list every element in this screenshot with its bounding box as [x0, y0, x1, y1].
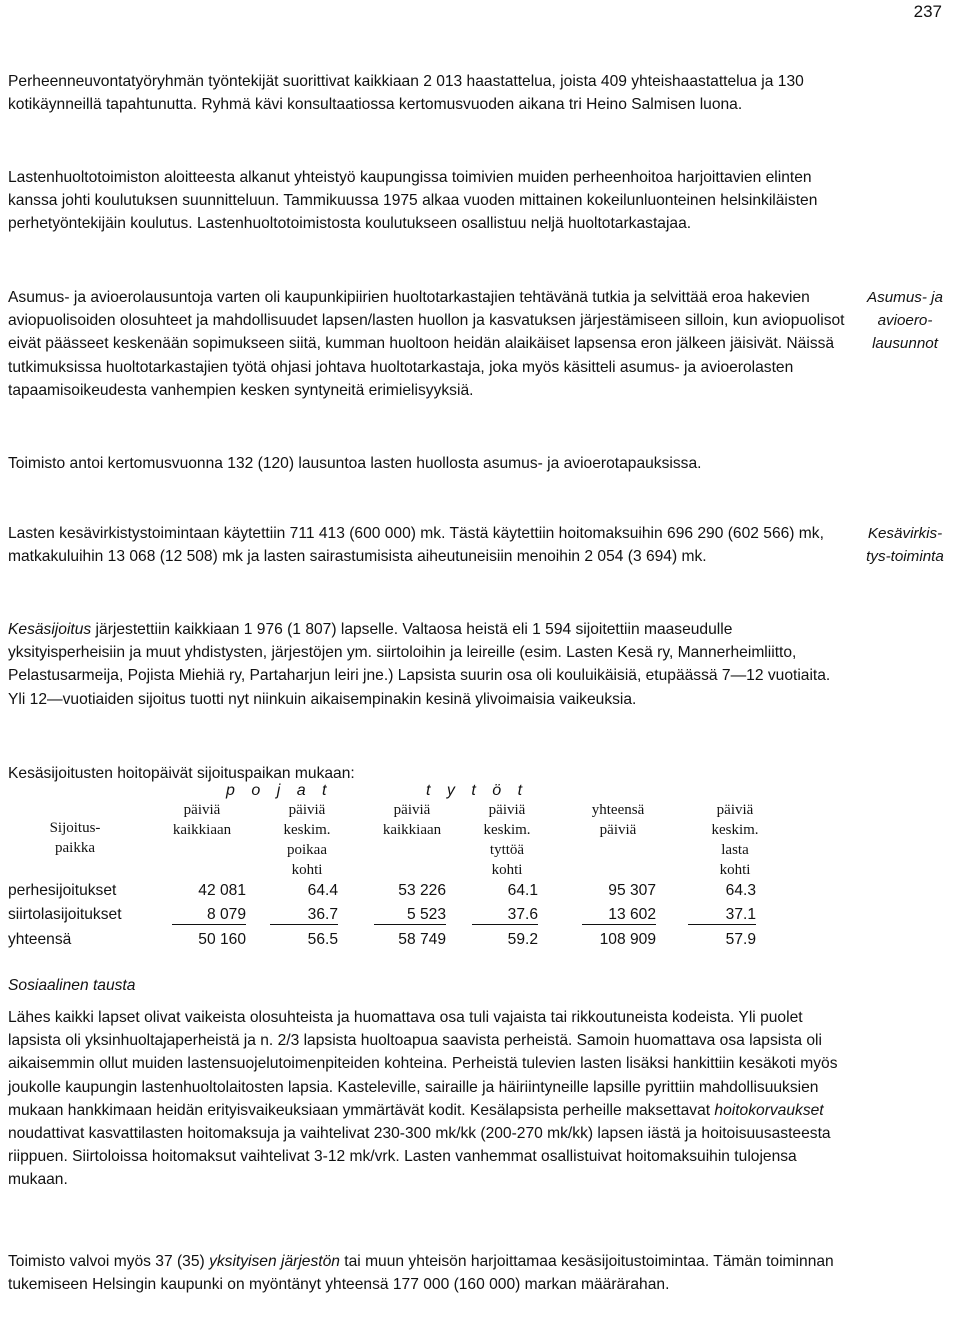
header-tytot-total	[362, 800, 462, 840]
paragraph-perheneuvonta	[8, 70, 846, 116]
kesasijoitus-term: Kesäsijoitus	[8, 621, 92, 638]
table-row	[8, 882, 768, 905]
header-pojat-total	[152, 800, 252, 840]
cell-pojat-total: 8 079	[172, 906, 246, 925]
paragraph-koulutus	[8, 166, 846, 236]
header-tytot-avg	[462, 800, 552, 880]
header-place-text: Sijoitus- paikka	[49, 820, 101, 856]
paragraph-sosiaalinen-tausta	[8, 1006, 846, 1192]
cell-sum-days: 108 909	[599, 931, 656, 948]
paragraph-valvonta	[8, 1250, 846, 1296]
cell-tytot-avg: 59.2	[507, 931, 538, 948]
cell-pojat-total: 50 160	[198, 931, 246, 948]
cell-child-avg: 57.9	[725, 931, 756, 948]
paragraph-text: noudattivat kasvattilasten hoitomaksuja ja vaihtelivat 230-300 mk/kk (200-270 mk/kk) lapsen iästä ja hoitoisuusasteesta riippuen. Siirtoloissa hoitomaksut vaihtelivat 3-12 mk/vrk. Lasten vanhemmat osallistuivat hoitomaksuihin tulojensa mukaan.	[8, 1125, 831, 1189]
yksityisen-jarjeston-term: yksityisen järjestön	[209, 1253, 340, 1270]
header-pojat-total-text: päiviä kaikkiaan	[172, 802, 232, 838]
row-label: siirtolasijoitukset	[8, 906, 122, 923]
group-pojat: p o j a t	[226, 782, 333, 799]
section-heading-sosiaalinen-tausta: Sosiaalinen tausta	[8, 977, 136, 994]
paragraph-text: Perheenneuvontatyöryhmän työntekijät suorittivat kaikkiaan 2 013 haastattelua, joista 409 yhteishaastattelua ja 130 kotikäynneillä tapahtunutta. Ryhmä kävi konsultaatiossa kertomusvuoden aikana tri Heino Salmisen luona.	[8, 73, 804, 114]
cell-tytot-total: 58 749	[398, 931, 446, 948]
table-row	[8, 931, 768, 954]
paragraph-text: Lähes kaikki lapset olivat vaikeista olosuhteista ja huomattava osa tuli vajaista tai rikkoutuneista kodeista. Yli puolet lapsista oli yksinhuoltajaperheistä ja n. 2/3 lapsista huoltoapua saavista perheistä. Samoin huomattava osa lapsista oli aikaisemmin ollut muiden lastensuojelutoimenpiteiden kohteina. Perheistä tulevien lasten lisäksi hankittiin kesäkoti myös joukolle kaupungin lastenhuoltolaitosten lapsia. Kasteleville, sairaille ja häiriintyneille lapsille pyrittiin mahdollisuuksien mukaan hankkimaan heidän erityisvaikeuksiaan ymmärtävät kodit. Kesälapsista perheille maksettavat	[8, 1009, 838, 1119]
table-intro: Kesäsijoitusten hoitopäivät sijoituspaikan mukaan:	[8, 765, 355, 782]
paragraph-kesasijoitus	[8, 618, 846, 711]
margin-note-asumus: Asumus- ja avioero-lausunnot	[867, 289, 943, 352]
header-sum-days	[568, 800, 668, 840]
page-number: 237	[913, 2, 942, 21]
paragraph-asumus-lausunnot	[8, 286, 846, 402]
cell-pojat-total: 42 081	[198, 882, 246, 899]
cell-tytot-avg: 37.6	[472, 906, 538, 925]
header-pojat-avg-text: päiviä keskim. poikaa kohti	[283, 802, 331, 878]
cell-pojat-avg: 56.5	[307, 931, 338, 948]
header-tytot-avg-text: päiviä keskim. tyttöä kohti	[483, 802, 531, 878]
header-place	[30, 818, 120, 858]
paragraph-lausunnot-maara	[8, 452, 846, 475]
cell-tytot-total: 53 226	[398, 882, 446, 899]
header-tytot-total-text: päiviä kaikkiaan	[382, 802, 442, 838]
cell-child-avg: 64.3	[725, 882, 756, 899]
header-sum-days-text: yhteensä päiviä	[591, 802, 645, 838]
paragraph-text: Lastenhuoltotoimiston aloitteesta alkanut yhteistyö kaupungissa toimivien muiden perheenhoitoa harjoittavien elinten kanssa johti koulutuksen suunnitteluun. Tammikuussa 1975 alkaa vuoden mittainen kokeilunluonteinen helsinkiläisten perhetyöntekijäin koulutus. Lastenhuoltotoimistosta koulutukseen osallistuu neljä huoltotarkastajaa.	[8, 169, 818, 233]
hoitokorvaukset-term: hoitokorvaukset	[714, 1101, 824, 1119]
paragraph-text: Toimisto valvoi myös 37 (35)	[8, 1253, 210, 1270]
cell-sum-days: 13 602	[582, 906, 656, 925]
row-label: perhesijoitukset	[8, 882, 117, 899]
margin-note-kesavirkistys: Kesävirkis-tys-toiminta	[866, 525, 944, 565]
cell-tytot-total: 5 523	[374, 906, 446, 925]
paragraph-text: Lasten kesävirkistystoimintaan käytettiin 711 413 (600 000) mk. Tästä käytettiin hoitomaksuihin 696 290 (602 566) mk, matkakuluihin 13 068 (12 508) mk ja lasten sairastumisista aiheutuneisiin menoihin 2 054 (3 694) mk.	[8, 525, 824, 566]
paragraph-text: Asumus- ja avioerolausuntoja varten oli kaupunkipiirien huoltotarkastajien tehtävänä tutkia ja selvittää eroa hakevien aviopuolisoiden olosuhteet ja mahdollisuudet lapsen/lasten huollon ja kasvatuksen järjestämiseen silloin, kun aviopuolisot eivät päässeet keskenään sopimukseen siitä, kumman huoltoon heidän alaikäiset lapsensa eron jälkeen jäisivät. Näissä tutkimuksissa huoltotarkastajien työtä ohjasi johtava huoltotarkastaja, joka myös käsitteli asumus- ja avioerolasten tapaamisoikeudesta vanhempien kesken syntyneitä erimielisyyksiä.	[8, 289, 845, 399]
group-tytot: t y t ö t	[426, 782, 529, 799]
paragraph-text: järjestettiin kaikkiaan 1 976 (1 807) lapselle. Valtaosa heistä eli 1 594 sijoitettiin maaseudulle yksityisperheisiin ja muut yhdistysten, järjestöjen ym. siirtoloihin ja leireille (esim. Lasten Kesä ry, Mannerheimliitto, Pelastusarmeija, Pojista Miehiä ry, Partaharjun leiri jne.) Lapsista suurin osa oli kouluikäisiä, etupäässä 7—12 vuotiaita. Yli 12—vuotiaiden sijoitus tuotti nyt niinkuin aikaisempinakin kesinä ylivoimaisia vaikeuksia.	[8, 621, 831, 708]
paragraph-text: tai muun yhteisön harjoittamaa kesäsijoitustoimintaa. Tämän toiminnan tukemiseen Helsingin kaupunki on myöntänyt yhteensä 177 000 (160 000) markan määrärahan.	[8, 1253, 834, 1294]
cell-pojat-avg: 64.4	[307, 882, 338, 899]
cell-child-avg: 37.1	[688, 906, 756, 925]
paragraph-kesavirkistys	[8, 522, 846, 568]
cell-tytot-avg: 64.1	[507, 882, 538, 899]
cell-pojat-avg: 36.7	[270, 906, 338, 925]
header-pojat-avg	[262, 800, 352, 880]
header-child-avg	[690, 800, 780, 880]
paragraph-text: Toimisto antoi kertomusvuonna 132 (120) lausuntoa lasten huollosta asumus- ja avioerotapauksissa.	[8, 455, 702, 472]
table-row	[8, 906, 768, 929]
cell-sum-days: 95 307	[608, 882, 656, 899]
header-child-avg-text: päiviä keskim. lasta kohti	[711, 802, 759, 878]
row-label: yhteensä	[8, 931, 72, 948]
